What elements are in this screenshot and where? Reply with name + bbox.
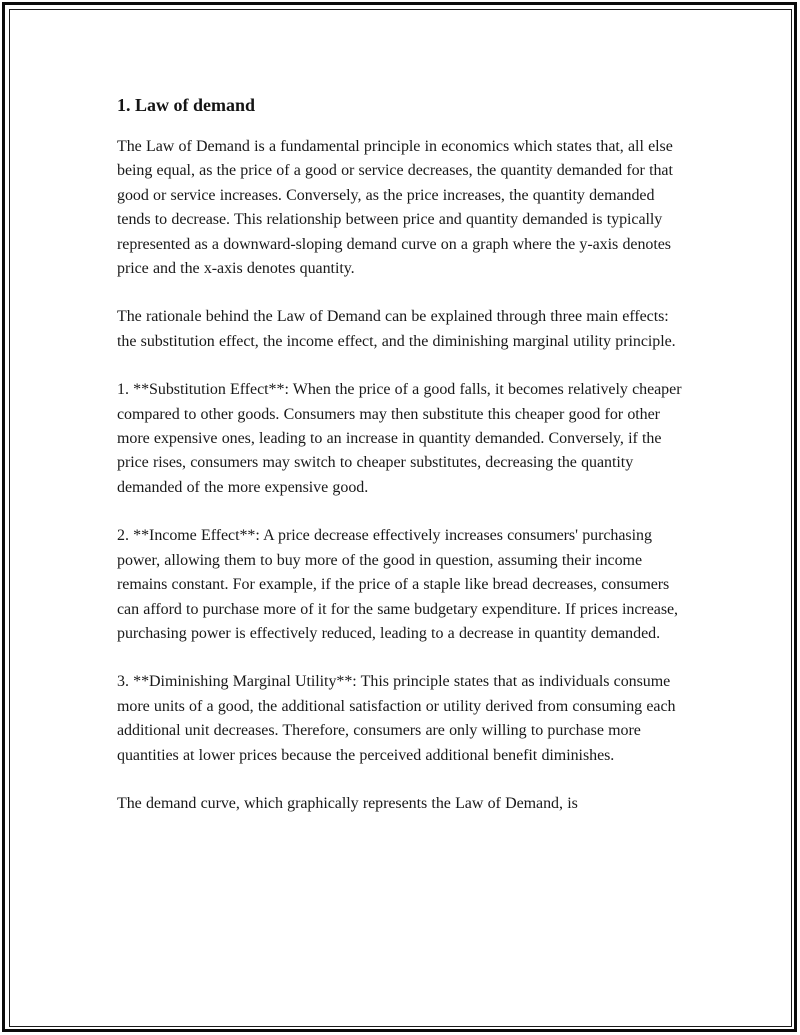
paragraph-intro-law-of-demand: The Law of Demand is a fundamental principle in economics which states that, all else being equal, as the price of a good or service decreases, the quantity demanded for that good or service increases. Conversely, as the price increases, the quantity demanded tends to decrease. This relationship between price and quantity demanded is typically represented as a downward-sloping demand curve on a graph where the y-axis denotes price and the x-axis denotes quantity. (117, 138, 673, 278)
paragraph-income-effect: 2. **Income Effect**: A price decrease effectively increases consumers' purchasing power, allowing them to buy more of the good in question, assuming their income remains constant. For example, if the price of a staple like bread decreases, consumers can afford to purchase more of it for the same budgetary expenditure. If prices increase, purchasing power is effectively reduced, leading to a decrease in quantity demanded. (117, 527, 678, 642)
document-content (117, 94, 684, 816)
paragraph-substitution-effect: 1. **Substitution Effect**: When the price of a good falls, it becomes relatively cheaper compared to other goods. Consumers may then substitute this cheaper good for other more expensive ones, leading to an increase in quantity demanded. Conversely, if the price rises, consumers may switch to cheaper substitutes, decreasing the quantity demanded of the more expensive good. (117, 381, 682, 496)
page-title: 1. Law of demand (117, 95, 256, 115)
paragraph-diminishing-marginal-utility: 3. **Diminishing Marginal Utility**: This principle states that as individuals consume more units of a good, the additional satisfaction or utility derived from consuming each additional unit decreases. Therefore, consumers are only willing to purchase more quantities at lower prices because the perceived additional benefit diminishes. (117, 673, 676, 764)
paragraph-rationale: The rationale behind the Law of Demand can be explained through three main effects: the substitution effect, the income effect, and the diminishing marginal utility principle. (117, 308, 676, 350)
paragraph-demand-curve-truncated: The demand curve, which graphically represents the Law of Demand, is (117, 794, 578, 812)
